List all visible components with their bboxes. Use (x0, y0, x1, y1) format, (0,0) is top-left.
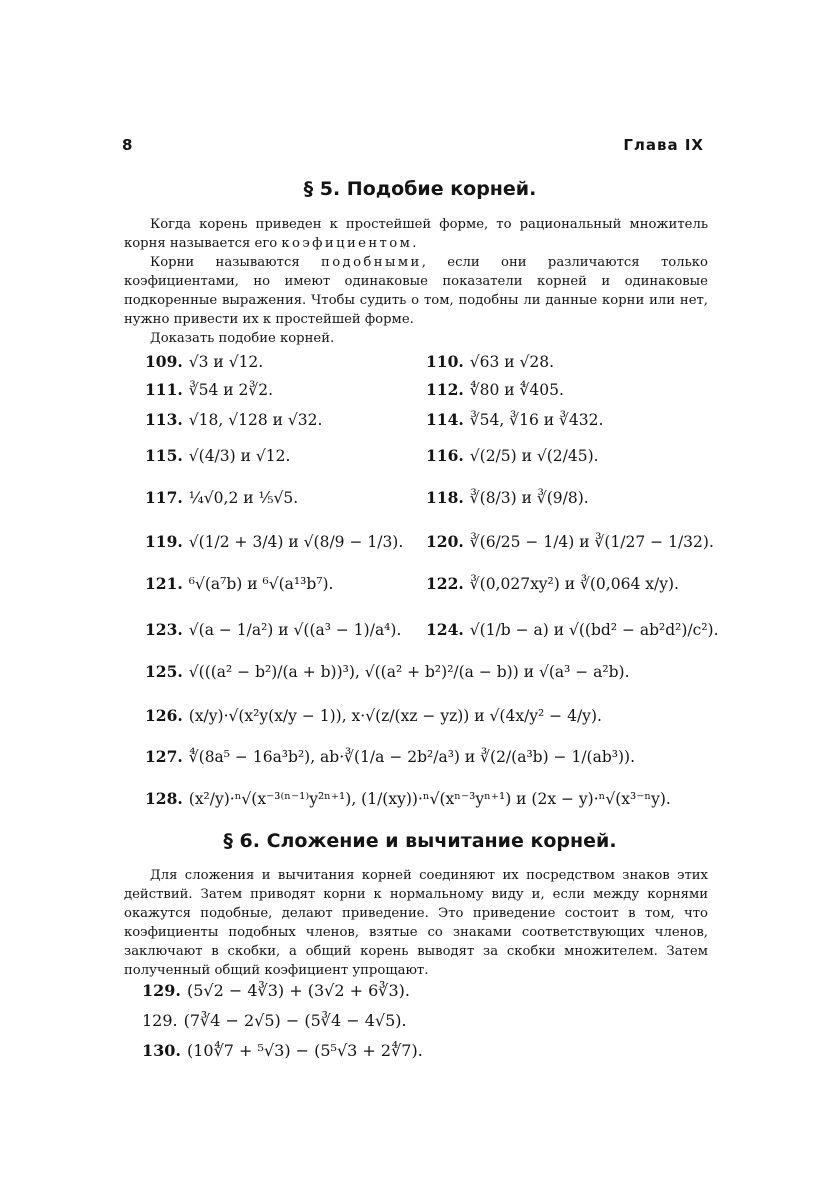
problem-129: 129. (5√2 − 4∛3) + (3√2 + 6∛3). (142, 981, 410, 1000)
problem-117: 117. ¼√0,2 и ⅕√5. (145, 488, 299, 507)
paragraph-addition: Для сложения и вычитания корней соединяют их посредством знаков этих действий. Затем приводят корни к нормальному виду и, если между корнями окажутся подобные, делают приведение. Это приведение состоит в том, что коэфициенты подобных членов, взятые со знаками соответствующих членов, заключают в скобки, а общий корень выводят за скобки множителем. Затем полученный общий коэфициент упрощают. (124, 868, 708, 978)
problem-118: 118. ∛(8/3) и ∛(9/8). (426, 488, 589, 507)
problem-125: 125. √(((a² − b²)/(a + b))³), √((a² + b²)²/(a − b)) и √(a³ − a²b). (145, 662, 630, 681)
problem-113: 113. √18, √128 и √32. (145, 410, 323, 429)
problem-111: 111. ∛54 и 2∛2. (145, 380, 274, 399)
instruction: Доказать подобие корней. (150, 331, 335, 346)
paragraph-similar-roots: Корни называются подобными, если они различаются только коэфициентами, но имеют одинаковые показатели корней и одинаковые подкоренные выражения. Чтобы судить о том, подобны ли данные корни или нет, нужно привести их к простейшей форме. (124, 255, 708, 327)
problem-120: 120. ∛(6/25 − 1/4) и ∛(1/27 − 1/32). (426, 532, 714, 551)
problem-119: 119. √(1/2 + 3/4) и √(8/9 − 1/3). (145, 532, 404, 551)
problem-115: 115. √(4/3) и √12. (145, 446, 291, 465)
problem-123: 123. √(a − 1/a²) и √((a³ − 1)/a⁴). (145, 620, 402, 639)
problem-127: 127. ∜(8a⁵ − 16a³b²), ab·∛(1/a − 2b²/a³) и ∛(2/(a³b) − 1/(ab³)). (145, 747, 635, 766)
section-5-text (124, 215, 708, 348)
problem-129-b: 129. (7∛4 − 2√5) − (5∛4 − 4√5). (142, 1011, 407, 1030)
problem-128: 128. (x²/y)·ⁿ√(x⁻³⁽ⁿ⁻¹⁾y²ⁿ⁺¹), (1/(xy))·ⁿ√(xⁿ⁻³yⁿ⁺¹) и (2x − y)·ⁿ√(x³⁻ⁿy). (145, 789, 671, 808)
section-5-title: § 5. Подобие корней. (303, 178, 537, 200)
page-number: 8 (122, 136, 134, 154)
paragraph-coefficient: Когда корень приведен к простейшей форме, то рациональный множитель корня называется его коэфициентом. (124, 217, 708, 251)
problem-109: 109. √3 и √12. (145, 352, 264, 371)
problem-114: 114. ∛54, ∛16 и ∛432. (426, 410, 604, 429)
section-6-problems (142, 976, 423, 1066)
problem-124: 124. √(1/b − a) и √((bd² − ab²d²)/c²). (426, 620, 719, 639)
section-6-title: § 6. Сложение и вычитание корней. (223, 830, 617, 852)
problem-112: 112. ∜80 и ∜405. (426, 380, 564, 399)
problem-121: 121. ⁶√(a⁷b) и ⁶√(a¹³b⁷). (145, 574, 334, 593)
problem-110: 110. √63 и √28. (426, 352, 555, 371)
section-6-text (124, 866, 708, 980)
problem-130: 130. (10∜7 + ⁵√3) − (5⁵√3 + 2∜7). (142, 1041, 423, 1060)
problem-126: 126. (x/y)·√(x²y(x/y − 1)), x·√(z/(xz − yz)) и √(4x/y² − 4/y). (145, 706, 602, 725)
chapter-header: Глава IX (623, 136, 704, 154)
problem-122: 122. ∛(0,027xy²) и ∛(0,064 x/y). (426, 574, 679, 593)
problem-116: 116. √(2/5) и √(2/45). (426, 446, 599, 465)
